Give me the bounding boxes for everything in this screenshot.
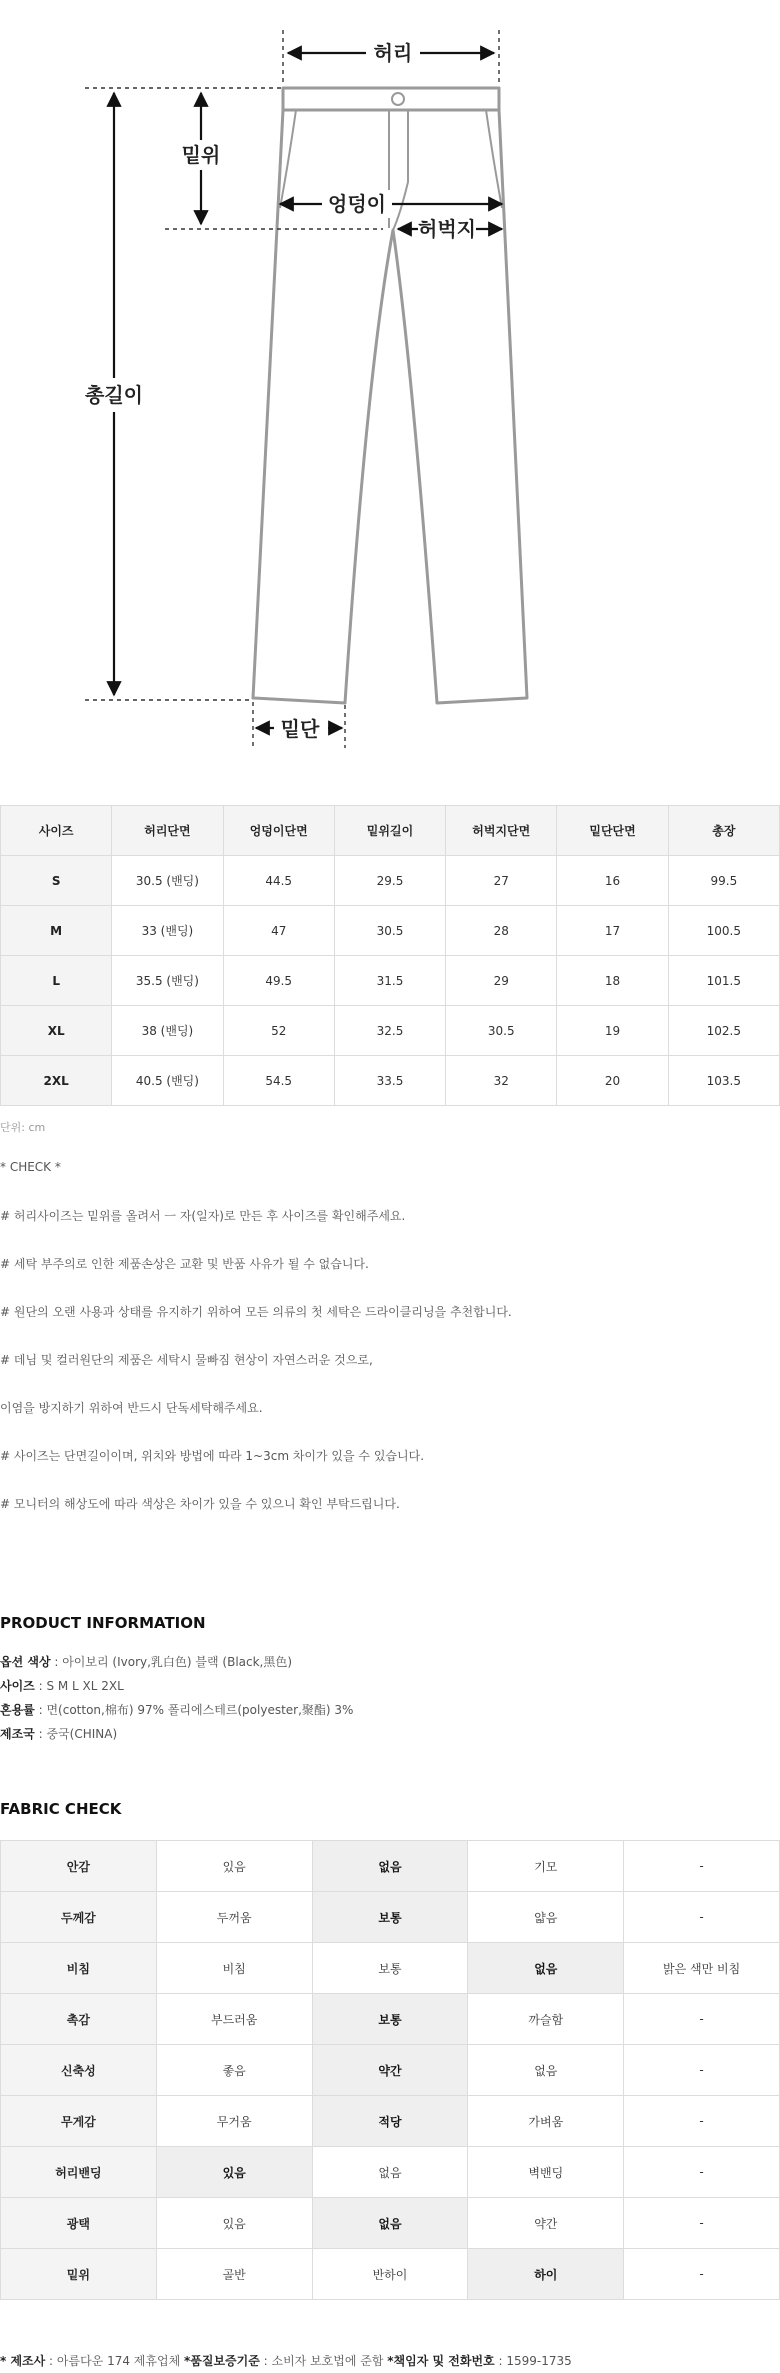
size-table-header-row [1,806,780,856]
table-cell: 19 [557,1006,668,1056]
table-cell: 33.5 [334,1056,445,1106]
pants-outline [253,88,527,703]
fabric-option: 밝은 색만 비침 [624,1943,780,1994]
info-value: : 중국(CHINA) [34,1727,118,1741]
info-label: 옵션 색상 [0,1655,51,1669]
product-info-item [0,1654,353,1678]
fabric-option-selected: 없음 [312,2198,468,2249]
info-value: : 아이보리 (Ivory,乳白色) 블랙 (Black,黑色) [50,1655,293,1669]
table-cell: 27 [446,856,557,906]
product-info-item [0,1702,353,1726]
column-header: 엉덩이단면 [223,806,334,856]
fabric-option-selected: 없음 [312,1841,468,1892]
fabric-row [1,2198,780,2249]
fabric-option: 무거움 [156,2096,312,2147]
size-table [0,805,780,1106]
fabric-option: 반하이 [312,2249,468,2300]
check-note: # 사이즈는 단면길이이며, 위치와 방법에 따라 1~3cm 차이가 있을 수 있습니다. [0,1449,425,1463]
table-cell: 49.5 [223,956,334,1006]
check-note: 이염을 방지하기 위하여 반드시 단독세탁해주세요. [0,1401,263,1415]
table-cell: 44.5 [223,856,334,906]
fabric-option: 두꺼움 [156,1892,312,1943]
size-cell: L [1,956,112,1006]
manufacturer-footer [0,2352,572,2369]
fabric-option: 까슬함 [468,1994,624,2045]
table-cell: 29 [446,956,557,1006]
fabric-option-selected: 있음 [156,2147,312,2198]
total-length-label: 총길이 [85,383,143,407]
fabric-option-selected: 하이 [468,2249,624,2300]
fabric-attribute-label: 허리밴딩 [1,2147,157,2198]
pants-size-diagram [0,0,780,790]
fabric-option: 벽밴딩 [468,2147,624,2198]
fabric-option-selected: 보통 [312,1994,468,2045]
check-note: # 허리사이즈는 밑위를 올려서 ㅡ 자(일자)로 만든 후 사이즈를 확인해주세요. [0,1209,406,1223]
column-header: 허리단면 [112,806,223,856]
fabric-check-title: FABRIC CHECK [0,1800,122,1818]
table-cell: 30.5 [446,1006,557,1056]
fabric-row [1,2096,780,2147]
fabric-row [1,2147,780,2198]
waist-label: 허리 [373,41,413,65]
table-cell: 30.5 [334,906,445,956]
info-label: 사이즈 [0,1679,35,1693]
table-row [1,856,780,906]
fabric-option: - [624,1892,780,1943]
product-info-list [0,1654,353,1750]
fabric-row [1,1994,780,2045]
fabric-attribute-label: 광택 [1,2198,157,2249]
column-header: 총장 [668,806,779,856]
table-cell: 28 [446,906,557,956]
table-cell: 99.5 [668,856,779,906]
thigh-label: 허벅지 [418,217,476,241]
info-value: : S M L XL 2XL [34,1679,124,1693]
rise-label: 밑위 [181,143,221,167]
fabric-option-selected: 없음 [468,1943,624,1994]
table-row [1,1006,780,1056]
table-cell: 35.5 (밴딩) [112,956,223,1006]
fabric-option: 골반 [156,2249,312,2300]
fabric-row [1,1943,780,1994]
fabric-attribute-label: 신축성 [1,2045,157,2096]
column-header: 밑단단면 [557,806,668,856]
fabric-attribute-label: 밑위 [1,2249,157,2300]
table-cell: 102.5 [668,1006,779,1056]
table-row [1,1056,780,1106]
fabric-option: 없음 [468,2045,624,2096]
fabric-option: - [624,1994,780,2045]
table-cell: 38 (밴딩) [112,1006,223,1056]
table-cell: 100.5 [668,906,779,956]
fabric-option: - [624,1841,780,1892]
fabric-row [1,2249,780,2300]
check-note: # 원단의 오랜 사용과 상태를 유지하기 위하여 모든 의류의 첫 세탁은 드라이클리닝을 추천합니다. [0,1305,512,1319]
footer-value: : 아름다운 174 제휴업체 [45,2354,184,2368]
table-cell: 18 [557,956,668,1006]
info-label: 제조국 [0,1727,35,1741]
check-note: # 데님 및 컬러원단의 제품은 세탁시 물빠짐 현상이 자연스러운 것으로, [0,1353,373,1367]
fabric-option: 있음 [156,1841,312,1892]
fabric-option: 없음 [312,2147,468,2198]
fabric-option-selected: 보통 [312,1892,468,1943]
fabric-option: 가벼움 [468,2096,624,2147]
info-value: : 면(cotton,棉布) 97% 폴리에스테르(polyester,聚酯) 3% [34,1703,354,1717]
size-cell: 2XL [1,1056,112,1106]
table-cell: 47 [223,906,334,956]
footer-label: * 제조사 [0,2354,46,2368]
table-cell: 16 [557,856,668,906]
fabric-option: 얇음 [468,1892,624,1943]
fabric-option: 약간 [468,2198,624,2249]
check-note: # 모니터의 해상도에 따라 색상은 차이가 있을 수 있으니 확인 부탁드립니다. [0,1497,400,1511]
fabric-check-table [0,1840,780,2300]
fabric-option: 있음 [156,2198,312,2249]
info-label: 혼용률 [0,1703,35,1717]
fabric-attribute-label: 안감 [1,1841,157,1892]
fabric-option-selected: 약간 [312,2045,468,2096]
column-header: 밑위길이 [334,806,445,856]
footer-label: *책임자 및 전화번호 [387,2354,495,2368]
fabric-option: 부드러움 [156,1994,312,2045]
fabric-option: 좋음 [156,2045,312,2096]
check-notes [0,1208,512,1544]
fabric-option: - [624,2147,780,2198]
table-cell: 33 (밴딩) [112,906,223,956]
table-cell: 32 [446,1056,557,1106]
table-cell: 54.5 [223,1056,334,1106]
size-cell: M [1,906,112,956]
fabric-option: - [624,2198,780,2249]
table-cell: 40.5 (밴딩) [112,1056,223,1106]
table-cell: 29.5 [334,856,445,906]
fabric-option-selected: 적당 [312,2096,468,2147]
fabric-attribute-label: 무게감 [1,2096,157,2147]
table-row [1,956,780,1006]
fabric-option: - [624,2249,780,2300]
column-header: 허벅지단면 [446,806,557,856]
hem-label: 밑단 [280,717,320,741]
fabric-row [1,2045,780,2096]
fabric-option: 비침 [156,1943,312,1994]
fabric-option: 기모 [468,1841,624,1892]
unit-note: 단위: cm [0,1121,46,1134]
size-cell: S [1,856,112,906]
fabric-attribute-label: 촉감 [1,1994,157,2045]
fabric-option: 보통 [312,1943,468,1994]
check-title: * CHECK * [0,1160,61,1174]
table-cell: 103.5 [668,1056,779,1106]
size-cell: XL [1,1006,112,1056]
table-cell: 20 [557,1056,668,1106]
column-header: 사이즈 [1,806,112,856]
fabric-row [1,1892,780,1943]
footer-label: *품질보증기준 [184,2354,260,2368]
table-cell: 101.5 [668,956,779,1006]
footer-value: : 소비자 보호법에 준함 [259,2354,388,2368]
check-note: # 세탁 부주의로 인한 제품손상은 교환 및 반품 사유가 될 수 없습니다. [0,1257,369,1271]
fabric-option: - [624,2045,780,2096]
hip-label: 엉덩이 [328,192,386,216]
footer-value: : 1599-1735 [494,2354,572,2368]
table-cell: 52 [223,1006,334,1056]
fabric-row [1,1841,780,1892]
fabric-attribute-label: 두께감 [1,1892,157,1943]
table-cell: 31.5 [334,956,445,1006]
fabric-attribute-label: 비침 [1,1943,157,1994]
table-cell: 32.5 [334,1006,445,1056]
fabric-option: - [624,2096,780,2147]
product-info-item [0,1726,353,1750]
table-row [1,906,780,956]
product-info-item [0,1678,353,1702]
table-cell: 30.5 (밴딩) [112,856,223,906]
product-info-title: PRODUCT INFORMATION [0,1614,206,1632]
table-cell: 17 [557,906,668,956]
